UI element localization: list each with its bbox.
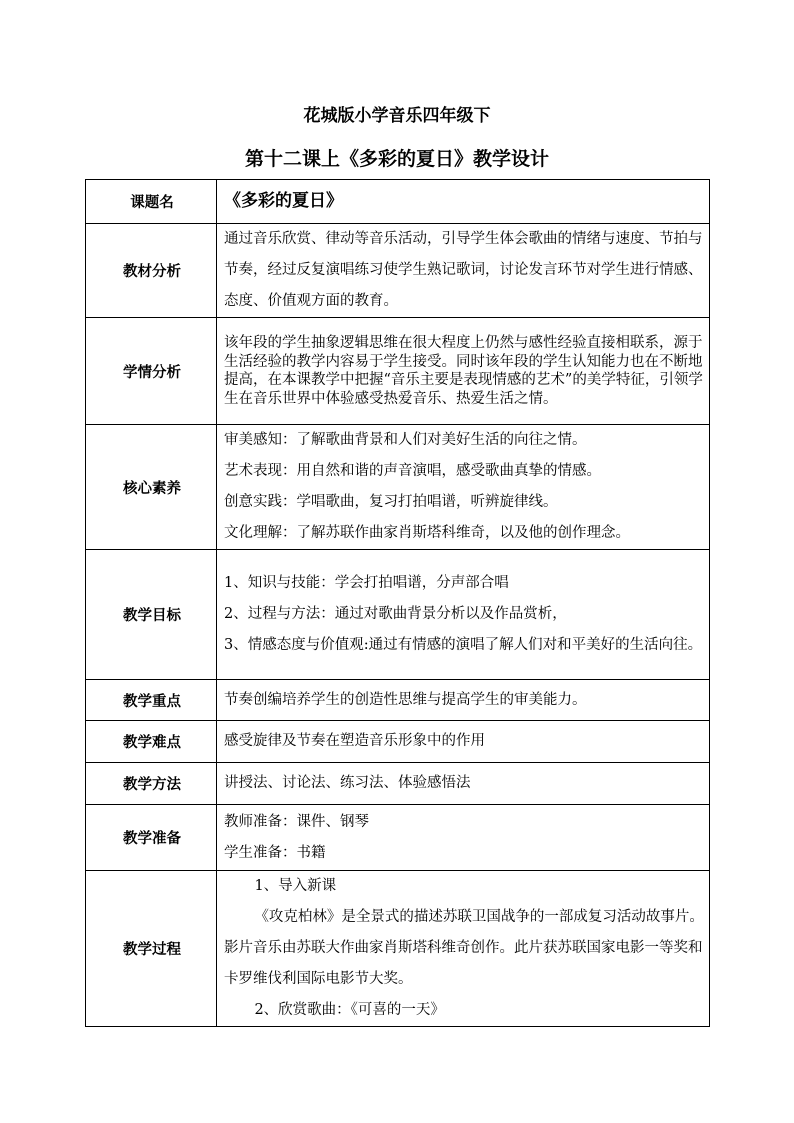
row-label: 教学准备 (86, 805, 217, 871)
method-text: 讲授法、讨论法、练习法、体验感悟法 (217, 763, 710, 805)
goal-line: 3、情感态度与价值观:通过有情感的演唱了解人们对和平美好的生活向往。 (224, 637, 703, 653)
table-row-method (86, 763, 710, 805)
goals-content (217, 550, 710, 680)
core-line: 审美感知：了解歌曲背景和人们对美好生活的向往之情。 (224, 432, 587, 448)
core-content (217, 425, 710, 550)
row-label: 教学过程 (86, 871, 217, 1027)
row-label: 教学难点 (86, 721, 217, 763)
table-row-learner (86, 318, 710, 425)
lesson-plan-table (85, 179, 710, 1027)
process-paragraph: 《攻克柏林》是全景式的描述苏联卫国战争的一部成复习活动故事片。影片音乐由苏联大作曲家肖斯塔科维奇创作。此片获苏联国家电影一等奖和卡罗维伐利国际电影节大奖。 (224, 909, 704, 987)
table-row-key (86, 680, 710, 721)
table-row-prep (86, 805, 710, 871)
prep-student: 学生准备：书籍 (224, 844, 326, 861)
row-label: 学情分析 (86, 318, 217, 425)
row-label: 教学方法 (86, 763, 217, 805)
core-line: 文化理解：了解苏联作曲家肖斯塔科维奇，以及他的创作理念。 (224, 525, 630, 541)
goal-line: 2、过程与方法：通过对歌曲背景分析以及作品赏析， (224, 606, 567, 622)
process-step-2: 2、欣赏歌曲：《可喜的一天》 (254, 1002, 445, 1018)
row-label: 课题名 (86, 180, 217, 224)
difficulty-text: 感受旋律及节奏在塑造音乐形象中的作用 (217, 721, 710, 763)
table-row-difficulty (86, 721, 710, 763)
process-step-1: 1、导入新课 (254, 878, 337, 894)
row-label: 核心素养 (86, 425, 217, 550)
topic-value (217, 180, 710, 224)
row-label: 教学目标 (86, 550, 217, 680)
table-row-topic (86, 180, 710, 224)
row-label: 教学重点 (86, 680, 217, 721)
learner-text: 该年段的学生抽象逻辑思维在很大程度上仍然与感性经验直接相联系，源于生活经验的教学内容易于学生接受。同时该年段的学生认知能力也在不断地提高，在本课教学中把握“音乐主要是表现情感的艺术”的美学特征，引领学生在音乐世界中体验感受热爱音乐、热爱生活之情。 (217, 318, 710, 425)
document-title: 花城版小学音乐四年级下 (303, 106, 491, 126)
table-row-goals (86, 550, 710, 680)
topic-text: 《多彩的夏日》 (224, 190, 343, 211)
table-row-material (86, 224, 710, 318)
process-content (217, 871, 710, 1027)
key-text: 节奏创编培养学生的创造性思维与提高学生的审美能力。 (217, 680, 710, 721)
material-text: 通过音乐欣赏、律动等音乐活动，引导学生体会歌曲的情绪与速度、节拍与节奏，经过反复演唱练习使学生熟记歌词，讨论发言环节对学生进行情感、态度、价值观方面的教育。 (217, 224, 710, 318)
table-row-process (86, 871, 710, 1027)
goal-line: 1、知识与技能：学会打拍唱谱，分声部合唱 (224, 575, 509, 591)
prep-teacher: 教师准备：课件、钢琴 (224, 813, 369, 830)
prep-content (217, 805, 710, 871)
table-row-core (86, 425, 710, 550)
core-line: 艺术表现：用自然和谐的声音演唱，感受歌曲真挚的情感。 (224, 463, 601, 479)
row-label: 教材分析 (86, 224, 217, 318)
lesson-title: 第十二课上《多彩的夏日》教学设计 (244, 148, 549, 170)
core-line: 创意实践：学唱歌曲，复习打拍唱谱，听辨旋律线。 (224, 494, 558, 510)
